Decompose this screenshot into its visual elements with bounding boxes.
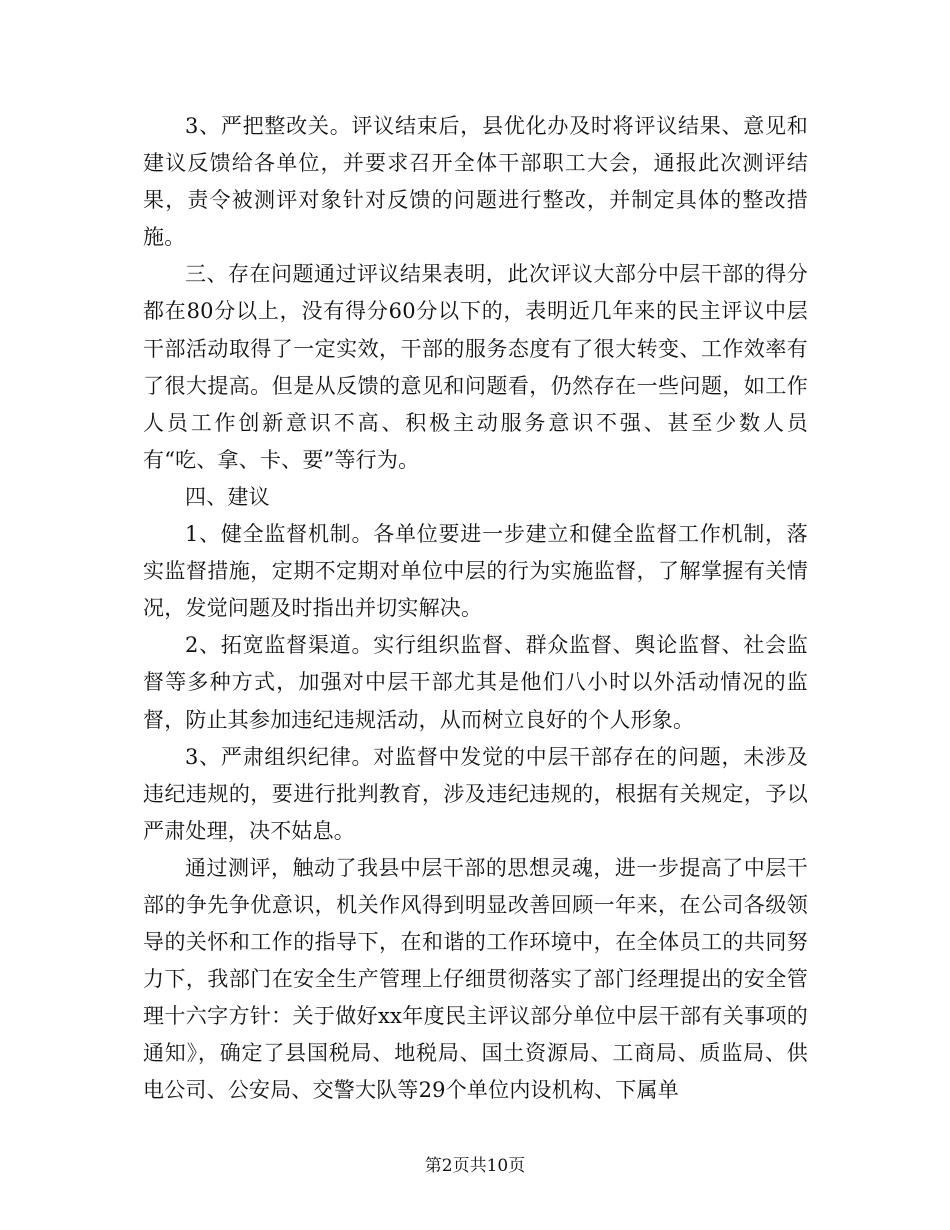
paragraph-supervision-channels: 2、拓宽监督渠道。实行组织监督、群众监督、舆论监督、社会监督等多种方式，加强对中层干部尤其是他们八小时以外活动情况的监督，防止其参加违纪违规活动，从而树立良好的个人形象。 <box>143 633 808 732</box>
document-body <box>143 108 808 1110</box>
page-number-footer: 第2页共10页 <box>424 1156 526 1176</box>
paragraph-conclusion: 通过测评，触动了我县中层干部的思想灵魂，进一步提高了中层干部的争先争优意识，机关作风得到明显改善回顾一年来，在公司各级领导的关怀和工作的指导下，在和谐的工作环境中，在全体员工的共同努力下，我部门在安全生产管理上仔细贯彻落实了部门经理提出的安全管理十六字方针：关于做好xx年度民主评议部分单位中层干部有关事项的通知》，确定了县国税局、地税局、国土资源局、工商局、质监局、供电公司、公安局、交警大队等29个单位内设机构、下属单 <box>143 855 808 1103</box>
paragraph-existing-problems: 三、存在问题通过评议结果表明，此次评议大部分中层干部的得分都在80分以上，没有得分60分以下的，表明近几年来的民主评议中层干部活动取得了一定实效，干部的服务态度有了很大转变、工作效率有了很大提高。但是从反馈的意见和问题看，仍然存在一些问题，如工作人员工作创新意识不高、积极主动服务意识不强、甚至少数人员有“吃、拿、卡、要”等行为。 <box>143 262 808 472</box>
section-heading-suggestions: 四、建议 <box>185 484 270 509</box>
paragraph-supervision-mechanism: 1、健全监督机制。各单位要进一步建立和健全监督工作机制，落实监督措施，定期不定期对单位中层的行为实施监督，了解掌握有关情况，发觉问题及时指出并切实解决。 <box>143 522 808 621</box>
paragraph-discipline: 3、严肃组织纪律。对监督中发觉的中层干部存在的问题，未涉及违纪违规的，要进行批判教育，涉及违纪违规的，根据有关规定，予以严肃处理，决不姑息。 <box>143 744 808 843</box>
paragraph-rectification: 3、严把整改关。评议结束后，县优化办及时将评议结果、意见和建议反馈给各单位，并要求召开全体干部职工大会，通报此次测评结果，责令被测评对象针对反馈的问题进行整改，并制定具体的整改措施。 <box>143 114 808 250</box>
